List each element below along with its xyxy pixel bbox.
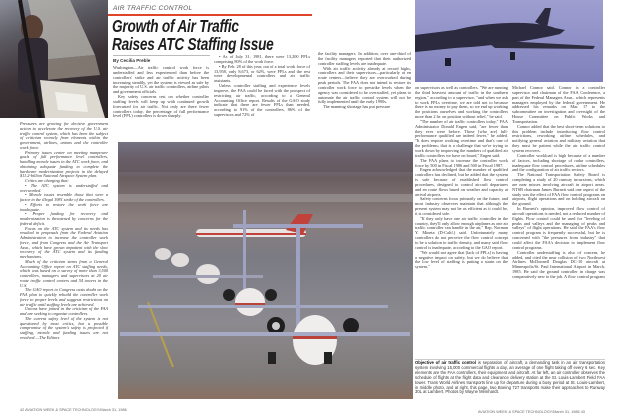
title-line-2: Raises ATC Staffing Issue — [112, 34, 274, 54]
paragraph: Safety concerns focus primarily on the future, and most industry observers maintain that although the present system may not be as efficient as it could be, it is considered safe. — [415, 196, 508, 216]
title-line-1: Growth of Air Traffic — [112, 16, 239, 36]
paragraph: on supervisors as well as controllers. "We are running the third heaviest amount of traffic in the southern region," according to a supervisor, "and when we ask to work FPLs overtime, we are told not to because there is no money to pay them, so we end up working the positions ourselves and working the controllers more than 2 hr. on position without relief," he said. — [415, 85, 508, 120]
paragraph: the facility managers. In addition, over one-third of the facility managers reported that their authorized controller staffing levels are inadequate. — [318, 51, 411, 66]
article-column-3 — [318, 52, 411, 110]
left-page-footer: 42 AVIATION WEEK & SPACE TECHNOLOGY/March 31, 1986 — [20, 408, 127, 412]
right-page-footer: AVIATION WEEK & SPACE TECHNOLOGY/March 31, 1986 43 — [478, 410, 585, 414]
photo-caption — [415, 361, 605, 395]
paragraph: "We would not agree that [lack of FPLs] is having a negative impact on safety, but we do believe that the low level of staffing is putting a strain on the system," — [415, 249, 508, 270]
taxiing-jets-illustration — [118, 142, 413, 399]
paragraph: Critics are charging that: — [25, 178, 69, 183]
caption-text: is separation of aircraft, a demanding task in an air transportation system involving 15,000 commercial flights a day, an average of one flight taking off every 6 sec. Key elements are the FAA controllers, their equipment and aircraft. At far left, an air controller observes the schedule of flights at the flight data and clearance delivery station at the St. Louis-Lambert Field FAA tower. Trans World Airlines transports line up for departure during a busy period at St. Louis-Lambert, in middle photo, and at right, this page, two Boeing 727 transports make their approaches to Runway 30L at Lambert. Photos by Wayne Meinhardt. — [415, 360, 605, 395]
editorial-sidebar — [20, 122, 108, 341]
paragraph: • By Feb. 28 of this year, out of a total work force of 13,958, only 8,673, or 62%, were FPLs and the rest were developmental controllers and air traffic assistants. — [214, 63, 310, 84]
paragraph: With air traffic activity already at record highs, controllers and their supervisors—particularly at en route centers—believe they are overworked during peak periods. The FAA does not intend to restore its controller work force to prestrike levels when the agency was considered to be overstaffed, yet plans to automate the air traffic control system will not be fully implemented until the early 1990s. — [318, 65, 411, 105]
article-title — [112, 17, 312, 53]
paragraph: In Burnett's opinion, improved flow control of aircraft operations is needed, not a reduced number of flights. Flow control could be used for "leveling of peaks and valleys and the managing of peaks and valleys" of flight operations. He said the FAA's flow control program is frequently successful, but he is concerned with "the pressures from industry" that could affect the FAA's decision to implement flow control programs. — [512, 206, 605, 250]
paragraph: "The number of air traffic controllers today," FAA Administrator Donald Engen said, "are fewer than they ever were before. Those [who are] full-performance qualified are indeed fewer," he added. "It does require working overtime and that's one of the problems; that is a challenge that we're trying to work down by improving the numbers of qualified air traffic controllers we have on board," Engen said. — [415, 118, 508, 158]
article-column-5 — [512, 86, 605, 280]
article-column-1 — [113, 66, 209, 119]
paragraph: Unless controller staffing and experience levels improve, the FAA could be faced with the prospect of restricting air traffic, according to a General Accounting Office report. Results of the GAO study indicate that there are fewer FPLs than needed, according to 91% of the controllers, 86% of the supervisors and 72% of — [214, 83, 310, 118]
boeing-727-silhouette — [415, 0, 603, 82]
bullet: • Proper funding for recovery and modernization is threatened by concerns for the federal deficit. — [20, 211, 108, 226]
paragraph: The GAO report to Congress casts doubt on the FAA plan to quickly rebuild the controller work force to proper levels and suggests restrictions on air traffic until staffing levels are achieved. — [20, 287, 108, 307]
approach-plane-photo — [415, 0, 603, 82]
paragraph: Engen acknowledged that the number of qualified controllers has declined, but he added that the system is safe because of established flow control procedures, designed to control aircraft departures and en route flows based on weather and capacity at arrival airports. — [415, 167, 508, 197]
paragraph: Controller understaffing is also of concern, he added, and cited the near collision of two Northwest Airlines McDonnell Douglas DC-10 aircraft at Minneapolis/St. Paul International Airport in March, 1985. He said the ground controller in charge was comparatively new to the job. A flow control program — [512, 249, 605, 279]
bullet: • Efforts to restore the work force are inadequate. — [20, 201, 108, 212]
paragraph: Much of the criticism stems from a General Accounting Office report on ATC staffing needs, which was based on a survey of more than 3,500 controllers, managers and supervisors at 20 air route traffic control centers and 54 towers in the U.S. — [20, 258, 108, 288]
paragraph: Michael Connor said. Connor is a controller supervisor and chairman of the FAA Conference, a part of the Federal Managers Assn., which represents managers employed by the federal government. He addressed his remarks on Mar. 17 to the subcommittee on investigation and oversight of the House Committee on Public Works and Transportation. — [512, 85, 605, 124]
paragraph: The FAA plans to increase the controller work force by 500 in Fiscal 1986 and 500 in Fiscal 1987. — [415, 157, 508, 168]
paragraph: Connor added that the best short-term solutions to this problem include introducing flow control restrictions, reworking airline schedules, and notifying general aviation and military aviation that they must be patient while the air traffic control system recovers. — [512, 123, 605, 153]
runway-taxi-photo — [118, 142, 413, 399]
paragraph: Washington—Air traffic control work force is understaffed and less experienced than before the controllers' strike and air traffic activity has been increasing steadily, yet the system is viewed as safe by the majority of U.S. air traffic controllers, airline pilots and government officials. — [113, 65, 209, 95]
paragraph: Key safety concerns rest on whether controller staffing levels will keep up with continued growth forecasted for air traffic. Not only are there fewer controllers today, the percentage of full performance level (FPL) controllers is down sharply: — [113, 94, 209, 119]
caption-lead: Objective of air traffic control — [415, 360, 477, 365]
bullet: • The ATC system is understaffed and overworked. — [20, 182, 108, 193]
paragraph: The National Transportation Safety Board is completing a study of 20 runway incursions, which are near misses involving aircraft in airport areas. NTSB chairman James Burnett said one aspect of the study was the effect of FAA flow control programs on airports, flight operations and on holding aircraft on the ground. — [512, 172, 605, 207]
paragraph: Controller workload is high because of a number of factors, including shortage of radar controllers, inadequate flow control procedures, airline schedules and the configuration of air traffic sectors. — [512, 152, 605, 173]
paragraph: Pressures are growing for decisive government action to accelerate the recovery of the U.S. air traffic control system, which has been the subject of criticism recently from elements within the government, airlines, unions and the controller work force. — [20, 121, 108, 150]
article-column-2 — [214, 55, 310, 118]
bullet: • Morale issues resemble those that were a factor in the illegal 1981 strike of the controllers. — [20, 192, 108, 202]
paragraph: Unions have joined in the criticism of the FAA and are seeking to organize controllers. — [20, 306, 108, 316]
paragraph: "If they only have one air traffic controller in the country, they'll only allow enough airplanes as one air traffic controller can handle in the air," Rep. Norman Y. Mineta (D-Calif.) said. Unfortunately many controllers do not perceive the flow control concept to be a solution to traffic density, and many said flow control is inadequate, according to the GAO report. — [415, 215, 508, 250]
control-tower-photo — [0, 0, 108, 118]
paragraph: The manning shortage has put pressure — [323, 104, 391, 110]
control-tower-illustration — [0, 0, 108, 118]
byline-rule — [113, 55, 210, 56]
paragraph: Focus on the ATC system and its needs has resulted in proposals from the Federal Aviation Administration to increase the controller work force, and from Congress and the Air Transport Assn., which have grown impatient with the slow recovery of the ATC system and its funding mechanisms. — [20, 225, 108, 259]
paragraph: The current safety level of the system is not questioned by most critics, but a possible compromise of the system's safety is projected if staffing, morale and funding issues are not resolved.—The Editors — [20, 315, 108, 340]
byline: By Cecilia Preble — [113, 58, 151, 63]
section-kicker: AIR TRAFFIC CONTROL — [113, 5, 193, 12]
paragraph: • As of July 31, 1981, there were 13,200 FPLs comprising 80% of the work force. — [214, 54, 310, 64]
paragraph: Primary issues center on meeting manpower goals of full performance level controllers, handling morale issues in the ATC work force, and obtaining adequate funding to complete the hardware modernization projects in the delayed $11.2-billion National Airspace System plan. — [20, 149, 108, 179]
article-column-4 — [415, 86, 508, 270]
